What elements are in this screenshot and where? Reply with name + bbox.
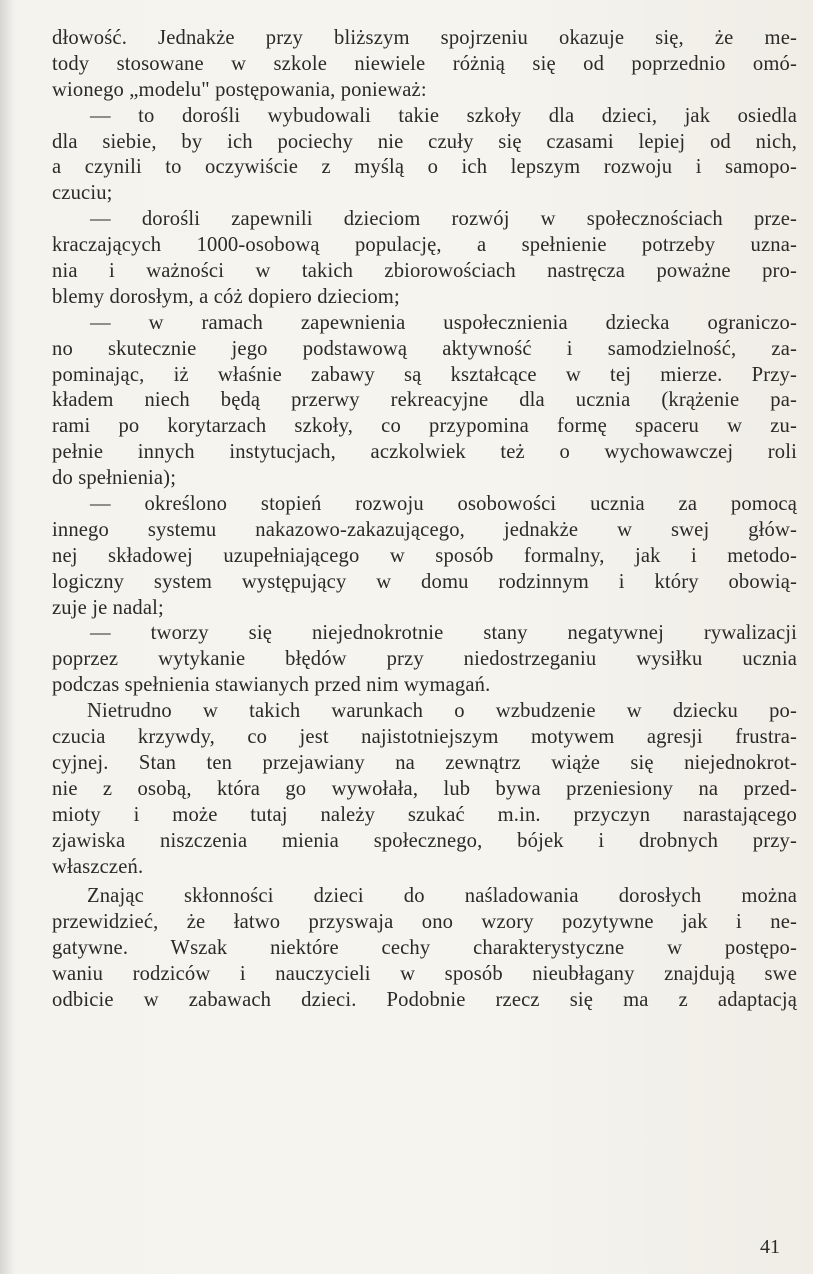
text-line: czucia krzywdy, co jest najistotniejszym motywem agresji frustra- [52,726,797,749]
text-line: cyjnej. Stan ten przejawiany na zewnątrz wiąże się niejednokrot- [52,751,797,774]
text-line: dłowość. Jednakże przy bliższym spojrzeniu okazuje się, że me- [52,27,797,49]
paragraph-first-line: Nietrudno w takich warunkach o wzbudzenie w dziecku po- [87,700,797,723]
body-text [52,26,797,1014]
text-line: kraczających 1000-osobową populację, a spełnienie potrzeby uzna- [52,234,797,257]
text-line: nia i ważności w takich zbiorowościach nastręcza poważne pro- [52,260,797,283]
text-line: a czynili to oczywiście z myślą o ich lepszym rozwoju i samopo- [52,156,797,179]
list-item-line: — tworzy się niejednokrotnie stany negatywnej rywalizacji [90,622,797,645]
text-line: pominając, iż właśnie zabawy są kształcące w tej mierze. Przy- [52,363,797,386]
text-line: czuciu; [52,182,113,205]
text-line: do spełnienia); [52,467,177,490]
text-line: właszczeń. [52,855,144,878]
text-line: waniu rodziców i nauczycieli w sposób nieubłagany znajdują swe [52,963,797,986]
list-item-line: — to dorośli wybudowali takie szkoły dla dzieci, jak osiedla [90,104,797,127]
page-gutter-shadow [0,0,14,1274]
text-line: nej składowej uzupełniającego w sposób formalny, jak i metodo- [52,544,797,567]
text-line: nie z osobą, która go wywołała, lub bywa przeniesiony na przed- [52,777,797,800]
text-line: zuje je nadal; [52,596,164,619]
text-line: tody stosowane w szkole niewiele różnią się od poprzednio omó- [52,52,797,75]
text-line: blemy dorosłym, a cóż dopiero dzieciom; [52,285,400,308]
text-line: dla siebie, by ich pociechy nie czuły się czasami lepiej od nich, [52,130,797,153]
text-line: gatywne. Wszak niektóre cechy charakterystyczne w postępo- [52,937,797,960]
paragraph-first-line: Znając skłonności dzieci do naśladowania dorosłych można [87,885,797,908]
text-line: no skutecznie jego podstawową aktywność i samodzielność, za- [52,337,797,360]
text-line: mioty i może tutaj należy szukać m.in. przyczyn narastającego [52,803,797,826]
text-line: rami po korytarzach szkoły, co przypomina formę spaceru w zu- [52,415,797,438]
text-line: odbicie w zabawach dzieci. Podobnie rzecz się ma z adaptacją [52,988,797,1011]
list-item-line: — w ramach zapewnienia uspołecznienia dziecka ograniczo- [90,311,797,334]
list-item-line: — określono stopień rozwoju osobowości ucznia za pomocą [90,493,797,516]
text-line: kładem niech będą przerwy rekreacyjne dla ucznia (krążenie pa- [52,389,797,412]
text-line: zjawiska niszczenia mienia społecznego, bójek i drobnych przy- [52,829,797,852]
list-item-line: — dorośli zapewnili dzieciom rozwój w społecznościach prze- [90,208,797,231]
text-line: poprzez wytykanie błędów przy niedostrzeganiu wysiłku ucznia [52,648,797,671]
text-line: pełnie innych instytucjach, aczkolwiek też o wychowawczej roli [52,441,797,464]
text-line: przewidzieć, że łatwo przyswaja ono wzory pozytywne jak i ne- [52,911,797,934]
text-line: podczas spełnienia stawianych przed nim wymagań. [52,674,491,697]
text-line: innego systemu nakazowo-zakazującego, jednakże w swej głów- [52,518,797,541]
text-line: logiczny system występujący w domu rodzinnym i który obowią- [52,570,797,593]
page-number: 41 [760,1236,780,1258]
text-line: wionego „modelu" postępowania, ponieważ: [52,78,427,101]
